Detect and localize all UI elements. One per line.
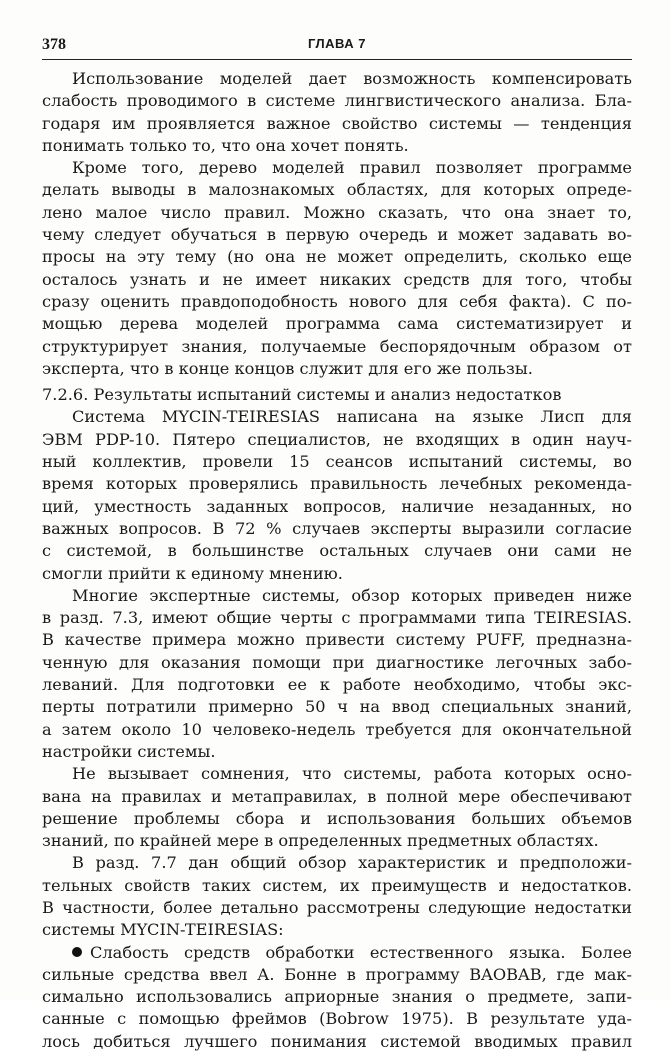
paragraph [42, 585, 632, 763]
text-line: делать выводы в малознакомых областях, для которых опреде- [42, 180, 632, 200]
text-line: вана на правилах и метаправилах, в полной мере обеспечивают [42, 786, 632, 806]
text-line: Использование моделей дает возможность компенсировать [72, 69, 632, 88]
text-line-content: Слабость средств обработки естественного языка. Более [90, 942, 632, 962]
text-line: время которых проверялись правильность лечебных рекоменда- [42, 474, 632, 494]
text-line: лось добиться лучшего понимания системой вводимых правил [42, 1031, 632, 1051]
text-line: леваний. Для подготовки ее к работе необходимо, чтобы экс- [42, 675, 632, 695]
text-line: знаний, по крайней мере в определенных предметных областях. [42, 831, 599, 851]
text-line: Многие экспертные системы, обзор которых приведен ниже [72, 585, 632, 605]
text-line: санные с помощью фреймов (Bobrow 1975). В результате уда- [42, 1009, 632, 1029]
text-line: системы MYCIN-TEIRESIAS: [42, 920, 284, 940]
text-line: чему следует обучаться в первую очередь и может задавать во- [42, 225, 632, 245]
text-line: слабость проводимого в системе лингвистического анализа. Бла- [42, 91, 632, 111]
text-line: лено малое число правил. Можно сказать, что она знает то, [42, 202, 632, 222]
section-heading: 7.2.6. Результаты испытаний системы и анализ недостатков [42, 385, 562, 405]
bullet-paragraph [42, 942, 632, 1053]
chapter-running-head: ГЛАВА 7 [307, 36, 367, 51]
text-line: с системой, в большинстве остальных случаев они сами не [42, 541, 632, 561]
text-line: симально использовались априорные знания о предмете, запи- [42, 987, 632, 1007]
text-line: в разд. 7.3, имеют общие черты с программами типа TEIRESIAS. [42, 608, 632, 628]
text-line: В частности, более детально рассмотрены следующие недостатки [42, 897, 632, 917]
text-line: Кроме того, дерево моделей правил позволяет программе [72, 158, 632, 178]
text-line: просы на эту тему (но она не может определить, сколько еще [42, 247, 632, 267]
text-line: ЭВМ PDP-10. Пятеро специалистов, не входящих в один науч- [42, 429, 632, 449]
page-header [42, 36, 632, 58]
text-line: настройки системы. [42, 741, 216, 761]
text-line: ный коллектив, провели 15 сеансов испытаний системы, во [42, 452, 632, 472]
text-line: сильные средства ввел А. Бонне в программу BAOBAB, где мак- [42, 964, 632, 984]
text-line: понимать только то, что она хочет понять. [42, 135, 409, 155]
text-line: структурирует знания, получаемые беспорядочным образом от [42, 336, 632, 356]
paragraph [42, 157, 632, 380]
text-line: эксперта, что в конце концов служит для его же пользы. [42, 358, 533, 378]
text-line: осталось узнать и не имеет никаких средств для того, чтобы [42, 269, 632, 289]
text-line: В разд. 7.7 дан общий обзор характеристик и предположи- [72, 853, 632, 873]
bullet-icon [72, 947, 82, 957]
text-line: Система MYCIN-TEIRESIAS написана на языке Лисп для [72, 407, 632, 427]
text-line: решение проблемы сбора и использования больших объемов [42, 808, 632, 828]
text-line: а затем около 10 человеко-недель требуется для окончательной [42, 719, 632, 739]
header-rule [42, 59, 632, 60]
text-line: ций, уместность заданных вопросов, наличие незаданных, но [42, 496, 632, 516]
text-line: перты потратили примерно 50 ч на ввод специальных знаний, [42, 697, 632, 717]
text-line: тельных свойств таких систем, их преимуществ и недостатков. [42, 875, 632, 895]
paragraph [42, 852, 632, 941]
paragraph [42, 763, 632, 852]
page-number: 378 [42, 36, 66, 53]
text-line: В качестве примера можно привести систему PUFF, предназна- [42, 630, 632, 650]
text-line: годаря им проявляется важное свойство системы — тенденция [42, 113, 632, 133]
paragraph [42, 406, 632, 584]
text-line: ченную для оказания помощи при диагностике легочных забо- [42, 652, 632, 672]
text-line: смогли прийти к единому мнению. [42, 563, 343, 583]
text-line [42, 942, 632, 964]
body-text [42, 68, 632, 1053]
text-line: мощью дерева моделей программа сама систематизирует и [42, 314, 632, 334]
text-line: Не вызывает сомнения, что системы, работа которых осно- [72, 764, 632, 784]
text-line: сразу оценить правдоподобность нового для себя факта). С по- [42, 291, 632, 311]
paragraph [42, 68, 632, 157]
text-line: важных вопросов. В 72 % случаев эксперты выразили согласие [42, 518, 632, 538]
